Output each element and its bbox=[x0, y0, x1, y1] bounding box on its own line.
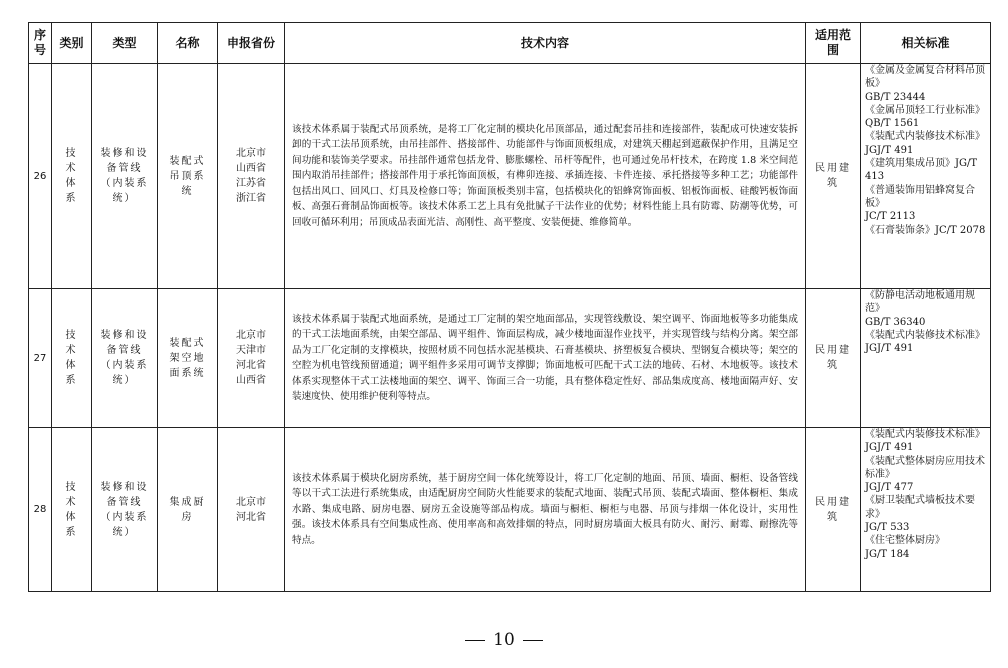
table-row bbox=[29, 289, 991, 428]
standard-item: 《住宅整体厨房》 bbox=[865, 535, 945, 547]
footer-dash-right bbox=[523, 640, 543, 642]
standard-item: 《普通装饰用铝蜂窝复合板》 bbox=[865, 184, 975, 209]
row-category: 技术体系 bbox=[52, 64, 92, 289]
row-standards bbox=[861, 428, 991, 592]
province-item: 天津市 bbox=[236, 345, 266, 356]
row-standards bbox=[861, 64, 991, 289]
province-item: 河北省 bbox=[236, 360, 266, 371]
row-scope: 民用建筑 bbox=[806, 428, 861, 592]
table-row bbox=[29, 428, 991, 592]
row-category: 技术体系 bbox=[52, 428, 92, 592]
row-type: 装修和设备管线（内装系统） bbox=[92, 428, 158, 592]
header-standard: 相关标准 bbox=[861, 23, 991, 64]
table-row bbox=[29, 64, 991, 289]
province-item: 河北省 bbox=[236, 511, 266, 523]
standard-item: JC/T 2113 bbox=[865, 211, 916, 223]
province-item: 北京市 bbox=[236, 148, 266, 159]
standard-item: 《厨卫装配式墙板技术要求》 bbox=[865, 495, 975, 520]
row-tech: 该技术体系属于装配式地面系统，是通过工厂定制的架空地面部品，实现管线敷设、架空调平、饰面地板等多功能集成的干式工法地面系统，由架空部品、调平组件、饰面层构成，减少楼地面湿作业找平，并实现管线与结构分离。架空部品为工厂化定制的支撑模块，按照材质不同包括水泥基模块、石膏基模块、挤塑板复合模块、型钢复合模块等；架空的空腔为机电管线预留通道；调平组件多采用可调节支撑脚；饰面地板可匹配干式工法的地砖、石材、木地板等。该技术体系实现整体干式工法楼地面的架空、调平、饰面三合一功能，具有整体稳定性好、部品集成度高、楼地面隔声好、安装速度快、使用维护便利等特点。 bbox=[285, 289, 806, 428]
page-footer bbox=[0, 630, 1008, 650]
row-provinces bbox=[218, 428, 285, 592]
standard-item: JG/T 533 bbox=[865, 522, 910, 534]
standard-item: GB/T 23444 bbox=[865, 91, 926, 103]
province-item: 北京市 bbox=[236, 330, 266, 341]
row-provinces bbox=[218, 289, 285, 428]
header-province: 申报省份 bbox=[218, 23, 285, 64]
standard-item: 《金属及金属复合材料吊顶板》 bbox=[865, 65, 985, 90]
standard-item: 《建筑用集成吊顶》JG/T 413 bbox=[865, 158, 978, 183]
row-name: 装配式吊顶系统 bbox=[158, 64, 218, 289]
table-header-row bbox=[29, 23, 991, 64]
province-item: 浙江省 bbox=[236, 193, 266, 204]
technology-table bbox=[28, 22, 991, 592]
province-item: 江苏省 bbox=[236, 178, 266, 189]
row-type: 装修和设备管线（内装系统） bbox=[92, 289, 158, 428]
header-tech: 技术内容 bbox=[285, 23, 806, 64]
province-item: 北京市 bbox=[236, 496, 266, 508]
row-provinces bbox=[218, 64, 285, 289]
row-name: 装配式架空地面系统 bbox=[158, 289, 218, 428]
row-no: 28 bbox=[29, 428, 52, 592]
row-no: 27 bbox=[29, 289, 52, 428]
row-standards bbox=[861, 289, 991, 428]
standard-item: JG/T 184 bbox=[865, 548, 910, 560]
province-item: 山西省 bbox=[236, 163, 266, 174]
province-item: 山西省 bbox=[236, 375, 266, 386]
header-type: 类型 bbox=[92, 23, 158, 64]
row-scope: 民用建筑 bbox=[806, 289, 861, 428]
row-name: 集成厨房 bbox=[158, 428, 218, 592]
row-scope: 民用建筑 bbox=[806, 64, 861, 289]
row-type: 装修和设备管线（内装系统） bbox=[92, 64, 158, 289]
header-name: 名称 bbox=[158, 23, 218, 64]
row-tech: 该技术体系属于装配式吊顶系统，是将工厂化定制的模块化吊顶部品，通过配套吊挂和连接部件，装配成可快速安装拆卸的干式工法吊顶系统，由吊挂部件、搭接部件、功能部件与饰面顶板组成，对建筑天棚起到遮蔽保护作用，且满足空间功能和装饰美学要求。吊挂部件通常包括龙骨、膨胀螺栓、吊杆等配件，也可通过免吊杆技术，在跨度 1.8 米空间范围内取消吊挂部件；搭接部件用于承托饰面顶板，有榫卯连接、承插连接、卡件连接、承托搭接等多种工艺；功能部件包括出风口、回风口、灯具及检修口等；饰面顶板类别丰富，包括模块化的铝蜂窝饰面板、铝板饰面板、硅酸钙板饰面板、高强石膏制品饰面板等。该技术体系工艺上具有免批腻子干法作业的优势；材料性能上具有防霉、防潮等优势，可回收可循环利用；吊顶成品表面光洁、高刚性、高平整度、安装便捷、维修简单。 bbox=[285, 64, 806, 289]
standard-item: 《装配式内装修技术标准》JGJ/T 491 bbox=[865, 131, 985, 156]
page-number: 10 bbox=[493, 630, 515, 650]
standard-item: JGJ/T 477 bbox=[865, 482, 914, 494]
standard-item: GB/T 36340 bbox=[865, 316, 926, 328]
header-scope: 适用范围 bbox=[806, 23, 861, 64]
footer-dash-left bbox=[465, 640, 485, 642]
row-category: 技术体系 bbox=[52, 289, 92, 428]
row-no: 26 bbox=[29, 64, 52, 289]
standard-item: 《金属吊顶轻工行业标准》QB/T 1561 bbox=[865, 104, 985, 130]
standard-item: 《装配式内装修技术标准》JGJ/T 491 bbox=[865, 329, 985, 355]
standard-item: 《装配式内装修技术标准》JGJ/T 491 bbox=[865, 429, 985, 454]
header-no: 序号 bbox=[29, 23, 52, 64]
row-tech: 该技术体系属于模块化厨房系统，基于厨房空间一体化统筹设计，将工厂化定制的地面、吊顶、墙面、橱柜、设备管线等以干式工法进行系统集成，由适配厨房空间防火性能要求的装配式地面、装配式吊顶、装配式墙面、整体橱柜、集成水路、集成电路、厨房电器、厨房五金设施等部品构成。墙面与橱柜、橱柜与电器、吊顶与排烟一体化设计，实用性强。该技术体系具有空间集成性高、使用率高和高效排烟的特点，同时厨房墙面大板具有防火、耐污、耐霉、耐擦洗等特点。 bbox=[285, 428, 806, 592]
standard-item: 《防静电活动地板通用规范》 bbox=[865, 290, 975, 315]
header-category: 类别 bbox=[52, 23, 92, 64]
standard-item: 《石膏装饰条》JC/T 2078 bbox=[865, 224, 986, 236]
standard-item: 《装配式整体厨房应用技术标准》 bbox=[865, 455, 985, 480]
